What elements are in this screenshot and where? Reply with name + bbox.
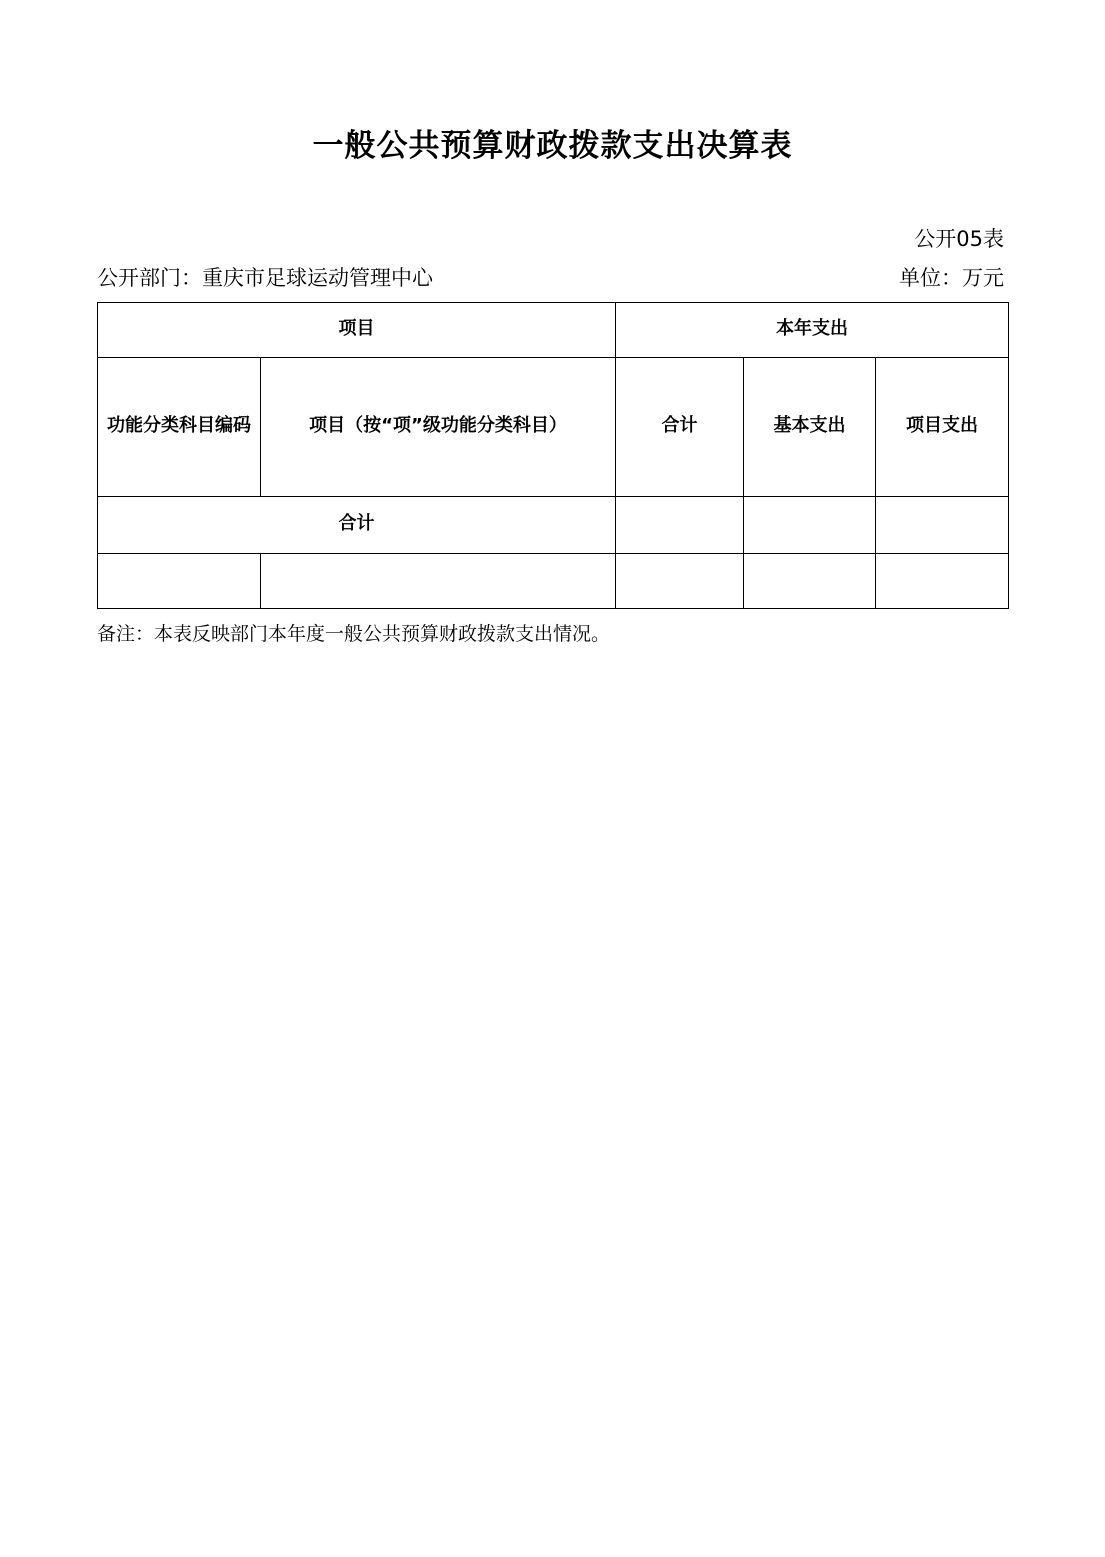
row-basic-value bbox=[744, 553, 876, 608]
row-project-name bbox=[261, 553, 616, 608]
header-current-year-group: 本年支出 bbox=[616, 302, 1009, 357]
row-project-value bbox=[876, 553, 1009, 608]
row-total-value bbox=[616, 553, 744, 608]
document-page bbox=[0, 128, 1105, 1557]
header-basic-expenditure: 基本支出 bbox=[744, 357, 876, 496]
row-total-value bbox=[616, 496, 744, 553]
row-function-code bbox=[98, 553, 261, 608]
budget-table bbox=[97, 302, 1009, 609]
table-row bbox=[98, 496, 1009, 553]
table-header-row bbox=[98, 357, 1009, 496]
row-total-label: 合计 bbox=[98, 496, 616, 553]
table-row bbox=[98, 553, 1009, 608]
header-project-group: 项目 bbox=[98, 302, 616, 357]
header-project-name: 项目（按“项”级功能分类科目） bbox=[261, 357, 616, 496]
table-note: 备注：本表反映部门本年度一般公共预算财政拨款支出情况。 bbox=[97, 622, 611, 645]
header-project-expenditure: 项目支出 bbox=[876, 357, 1009, 496]
table-header-group-row bbox=[98, 302, 1009, 357]
unit-label: 单位：万元 bbox=[899, 266, 1004, 291]
header-total: 合计 bbox=[616, 357, 744, 496]
row-total-basic bbox=[744, 496, 876, 553]
page-title: 一般公共预算财政拨款支出决算表 bbox=[312, 128, 793, 164]
row-total-project bbox=[876, 496, 1009, 553]
department-label: 公开部门：重庆市足球运动管理中心 bbox=[97, 266, 433, 291]
sheet-number: 公开05表 bbox=[914, 227, 1004, 252]
header-function-code: 功能分类科目编码 bbox=[98, 357, 261, 496]
meta-row bbox=[97, 266, 1008, 291]
